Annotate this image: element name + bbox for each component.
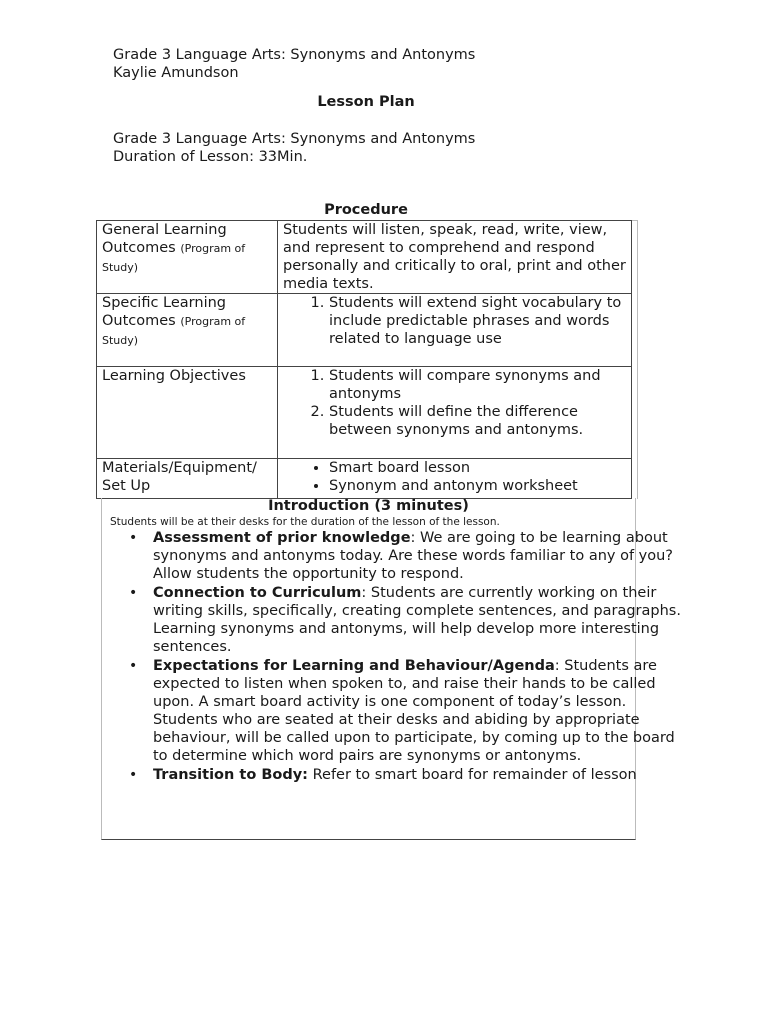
materials-list [283,459,626,495]
list-item: 2. Students will define the difference between synonyms and antonyms. [329,403,626,439]
list-item: • Smart board lesson [329,459,626,477]
duration-line: Duration of Lesson: 33Min. [113,149,308,165]
table-shadow-edge [632,220,638,499]
row-label-text: Specific Learning Outcomes [102,295,226,329]
header-course-line: Grade 3 Language Arts: Synonyms and Antonyms [113,47,476,63]
row-content [278,221,632,294]
general-outcome-text: Students will listen, speak, read, write, view, and represent to comprehend and respond personally and critically to oral, print and other media texts. [283,222,626,292]
table-row [97,459,632,499]
item-heading: Transition to Body: [153,767,308,783]
lesson-plan-title: Lesson Plan [317,94,415,110]
row-content [278,459,632,499]
row-content [278,294,632,367]
item-heading: Assessment of prior knowledge [153,530,411,546]
bullet-icon: • [129,767,138,783]
list-item: 1. Students will compare synonyms and antonyms [329,367,626,403]
table-row [97,294,632,367]
row-label [97,367,278,459]
row-label-text: General Learning Outcomes [102,222,227,256]
table-row [97,221,632,294]
list-item [129,657,683,765]
item-text: Refer to smart board for remainder of lesson [307,767,637,783]
item-heading: Expectations for Learning and Behaviour/Agenda [153,658,555,674]
row-label-text: Learning Objectives [102,368,246,384]
row-label [97,294,278,367]
list-item [129,766,683,784]
bullet-icon: • [129,585,138,601]
list-item [129,529,683,583]
introduction-heading: Introduction (3 minutes) [268,498,469,514]
bullet-icon: • [129,530,138,546]
item-heading: Connection to Curriculum [153,585,362,601]
procedure-heading: Procedure [324,202,408,218]
learning-objectives-list [283,367,626,439]
introduction-list [104,529,683,785]
item-text: : We are going to be learning about synonyms and antonyms today. Are these words familiar to any of you? Allow students the opportunity to respond. [153,530,674,582]
item-text: : Students are currently working on their writing skills, specifically, creating complete sentences, and paragraphs. Learning synonyms and antonyms, will help develop more interesting sentences. [153,585,681,655]
row-content [278,367,632,459]
header-author: Kaylie Amundson [113,65,239,81]
row-label-text: Materials/Equipment/ Set Up [102,460,257,494]
row-label-note: (Program of Study) [102,315,246,347]
course-line: Grade 3 Language Arts: Synonyms and Antonyms [113,131,476,147]
row-label [97,459,278,499]
bullet-icon: • [129,658,138,674]
procedure-table [96,220,632,499]
specific-outcomes-list [283,294,626,348]
row-label-note: (Program of Study) [102,242,246,274]
table-row [97,367,632,459]
row-label [97,221,278,294]
list-item: 1. Students will extend sight vocabulary to include predictable phrases and words related to language use [329,294,626,348]
item-text: : Students are expected to listen when spoken to, and raise their hands to be called upon. A smart board activity is one component of today’s lesson. Students who are seated at their desks and abiding by appropriate behaviour, will be called upon to participate, by coming up to the board to determine which word pairs are synonyms or antonyms. [153,658,675,764]
introduction-note: Students will be at their desks for the duration of the lesson of the lesson. [110,516,500,528]
list-item: • Synonym and antonym worksheet [329,477,626,495]
list-item [129,584,683,656]
